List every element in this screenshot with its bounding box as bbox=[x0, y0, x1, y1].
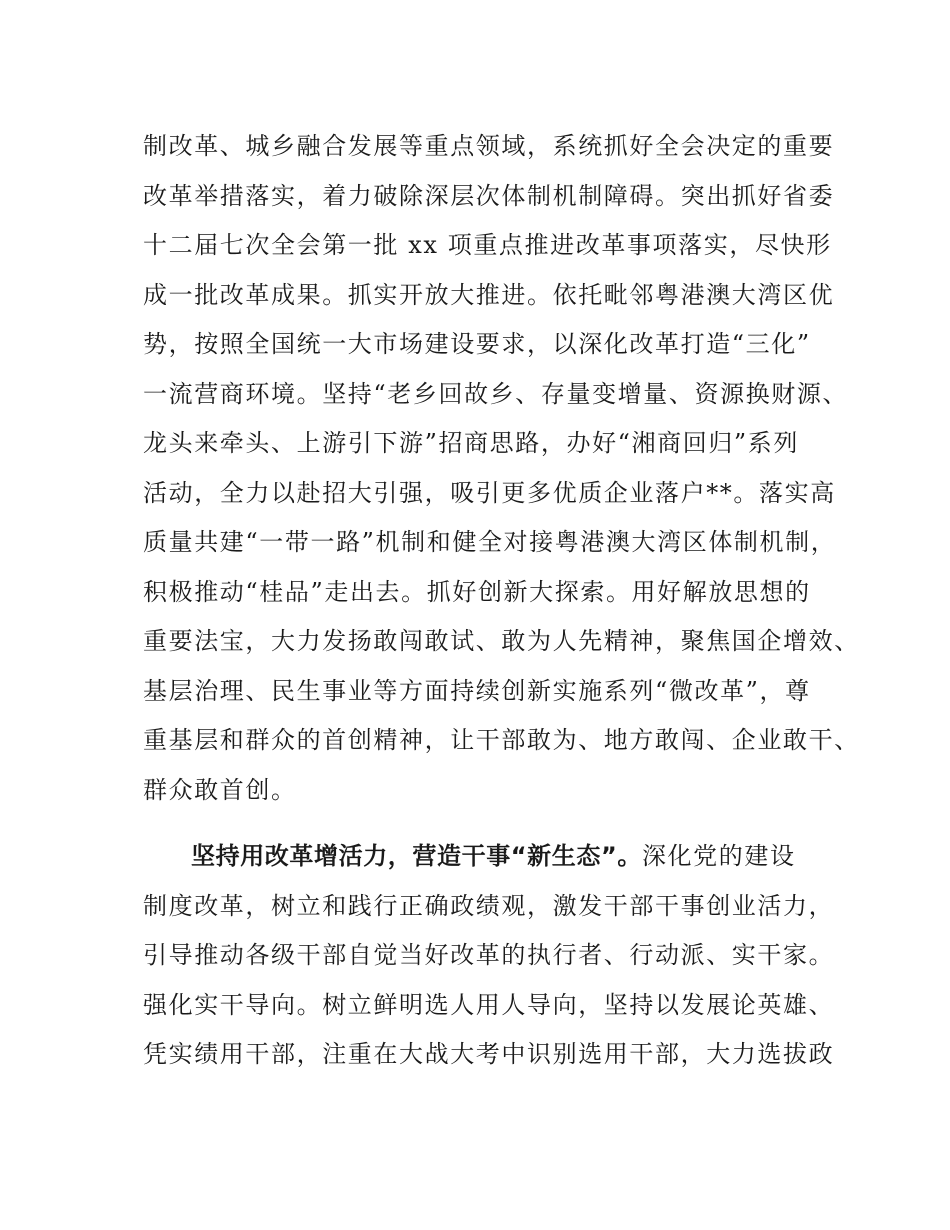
text-line: 十二届七次全会第一批 xx 项重点推进改革事项落实，尽快形 bbox=[143, 231, 832, 259]
body-paragraph bbox=[143, 122, 860, 815]
paragraph-lead-heading: 坚持用改革增活力，营造干事“新生态”。 bbox=[191, 842, 642, 870]
text-line: 制度改革，树立和践行正确政绩观，激发干部干事创业活力， bbox=[143, 891, 835, 920]
text-line: 强化实干导向。树立鲜明选人用人导向，坚持以发展论英雄、 bbox=[143, 990, 835, 1019]
paragraph-first-line bbox=[143, 832, 823, 882]
text-line: 积极推动“桂品”走出去。抓好创新大探索。用好解放思想的 bbox=[143, 577, 811, 606]
text-line: 引导推动各级干部自觉当好改革的执行者、行动派、实干家。 bbox=[143, 941, 835, 969]
text-line: 势，按照全国统一大市场建设要求，以深化改革打造“三化” bbox=[143, 330, 811, 358]
text-line: 制改革、城乡融合发展等重点领域，系统抓好全会决定的重要 bbox=[143, 132, 835, 160]
text-line: 重要法宝，大力发扬敢闯敢试、敢为人先精神，聚焦国企增效、 bbox=[143, 627, 860, 655]
text-line: 一流营商环境。坚持“老乡回故乡、存量变增量、资源换财源、 bbox=[143, 379, 849, 408]
text-line: 活动，全力以赴招大引强，吸引更多优质企业落户**。落实高 bbox=[143, 478, 836, 507]
text-line: 基层治理、民生事业等方面持续创新实施系列“微改革”，尊 bbox=[143, 676, 811, 705]
text-line-rest: 深化党的建设 bbox=[641, 842, 796, 870]
text-line: 改革举措落实，着力破除深层次体制机制障碍。突出抓好省委 bbox=[143, 181, 835, 210]
body-paragraph bbox=[143, 832, 835, 1080]
text-line: 成一批改革成果。抓实开放大推进。依托毗邻粤港澳大湾区优 bbox=[143, 280, 835, 309]
text-line: 重基层和群众的首创精神，让干部敢为、地方敢闯、企业敢干、 bbox=[143, 726, 860, 754]
text-line: 龙头来牵头、上游引下游”招商思路，办好“湘商回归”系列 bbox=[143, 429, 800, 457]
text-line: 质量共建“一带一路”机制和健全对接粤港澳大湾区体制机制， bbox=[143, 528, 837, 556]
text-line: 凭实绩用干部，注重在大战大考中识别选用干部，大力选拔政 bbox=[143, 1040, 835, 1068]
text-line: 群众敢首创。 bbox=[143, 775, 297, 804]
